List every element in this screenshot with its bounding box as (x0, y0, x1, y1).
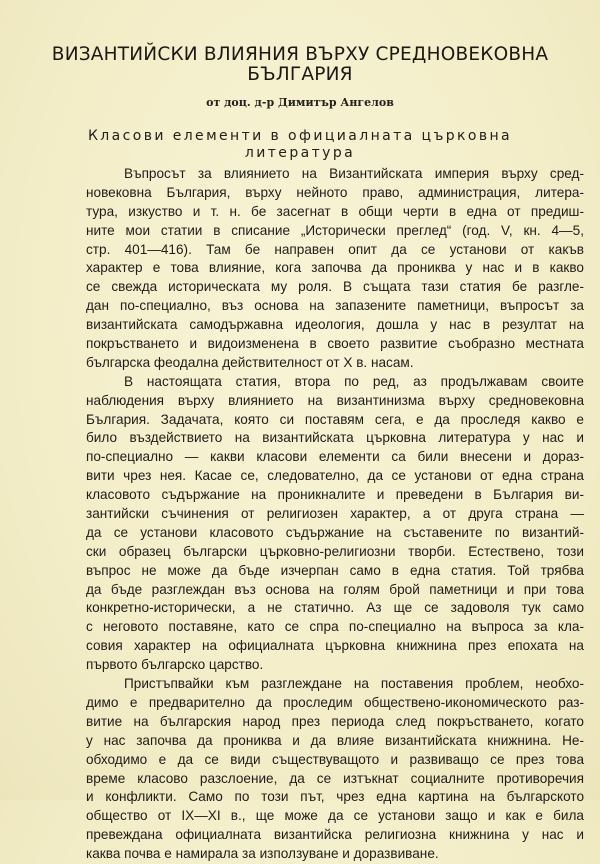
text-line: характер е това влияние, кога започва да прониква у нас и в какво (86, 260, 584, 276)
text-line: българска феодална действителност от X в. насам. (86, 354, 414, 370)
section-title-line-1: Класови елементи в официалната църковна (87, 128, 513, 144)
text-line: зантийски съчинения от религиозен характер, а от друга страна — (86, 506, 584, 522)
text-line: общество от IX—XI в., ще може да се установи защо и как е била (86, 808, 584, 824)
text-line: да се установи класовото съдържание на съставените по византий- (86, 524, 584, 540)
text-line: класовото съдържание на проникналите и преведени в България ви- (86, 487, 584, 503)
text-line: покръстването и видоизменена в своето развитие съобразно местната (86, 336, 584, 352)
paragraph (86, 373, 584, 675)
paragraph (86, 165, 584, 373)
text-line: вити чрез нея. Касае се, следователно, да се установи от една страна (86, 468, 584, 484)
section-title-line-2: литература (244, 145, 356, 161)
text-line: у нас започва да прониква и да влияе византийската книжнина. Не- (86, 732, 584, 748)
text-line: византийската самодържавна идеология, дошла у нас в резултат на (86, 317, 584, 333)
text-line: стр. 401—416). Там бе направен опит да се установи от какъв (86, 241, 584, 257)
text-line: и конфликти. Само по този път, чрез една картина на българското (86, 789, 584, 805)
text-line: новековна България, върху нейното право, администрация, литера- (86, 184, 584, 200)
text-line: по-специално — какви класови елементи са били внесени и дораз- (86, 449, 584, 465)
text-line: да бъде разглеждан въз основа на голям брой паметници и при това (86, 581, 584, 597)
text-line: совия характер на официалната църковна книжнина през епохата на (86, 638, 584, 654)
text-line: витие на българския народ през периода след покръстването, когато (86, 713, 584, 729)
paragraph (86, 675, 584, 864)
text-line: конкретно-исторически, а не статично. Аз ще се задоволя тук само (86, 600, 584, 616)
article-author: от доц. д-р Димитър Ангелов (206, 96, 394, 109)
text-line: Пристъпвайки към разглеждане на поставения проблем, необхо- (124, 676, 584, 692)
text-line: тура, изкуство и т. н. бе засегнат в общи черти в една от предиш- (86, 203, 584, 219)
text-line: се свежда историческата му роля. В същата тази статия бе разгле- (86, 279, 584, 295)
text-line: първото българско царство. (86, 657, 264, 673)
text-line: превеждана официалната византийска религиозна книжнина у нас и (86, 827, 584, 843)
text-line: България. Задачата, която си поставям сега, е да проследя какво е (86, 411, 584, 427)
text-line: наблюдения върху влиянието на византинизма върху средновековна (86, 392, 584, 408)
text-line: обходимо е да се види съществуващото и развиващо се през това (86, 751, 584, 767)
text-line: димо е предварително да проследим обществено-икономическото раз- (86, 694, 584, 710)
text-line: В настоящата статия, втора по ред, аз продължавам своите (124, 373, 584, 389)
text-line: било въздействието на византийската църковна литература у нас и (86, 430, 584, 446)
text-line: ски образец български църковно-религиозни творби. Естествено, този (86, 543, 584, 559)
text-line: каква почва е намирала за използуване и доразвиване. (86, 846, 439, 862)
text-line: с неговото поставяне, като се спра по-специално на въпроса за кла- (86, 619, 584, 635)
text-line: ните мои статии в списание „Исторически преглед“ (год. V, кн. 4—5, (86, 222, 584, 238)
article-body (86, 165, 584, 864)
text-line: дан по-специално, въз основа на запазените паметници, въпросът за (86, 298, 584, 314)
text-line: въпрос не може да бъде изчерпан само в една статия. Той трябва (86, 562, 584, 578)
article-title-line-2: БЪЛГАРИЯ (247, 64, 353, 85)
text-line: време класово разслоение, да се изтъкнат социалните противоречия (86, 770, 584, 786)
article-title-line-1: ВИЗАНТИЙСКИ ВЛИЯНИЯ ВЪРХУ СРЕДНОВЕКОВНА (51, 44, 549, 65)
text-line: Въпросът за влиянието на Византийската империя върху сред- (124, 166, 584, 181)
